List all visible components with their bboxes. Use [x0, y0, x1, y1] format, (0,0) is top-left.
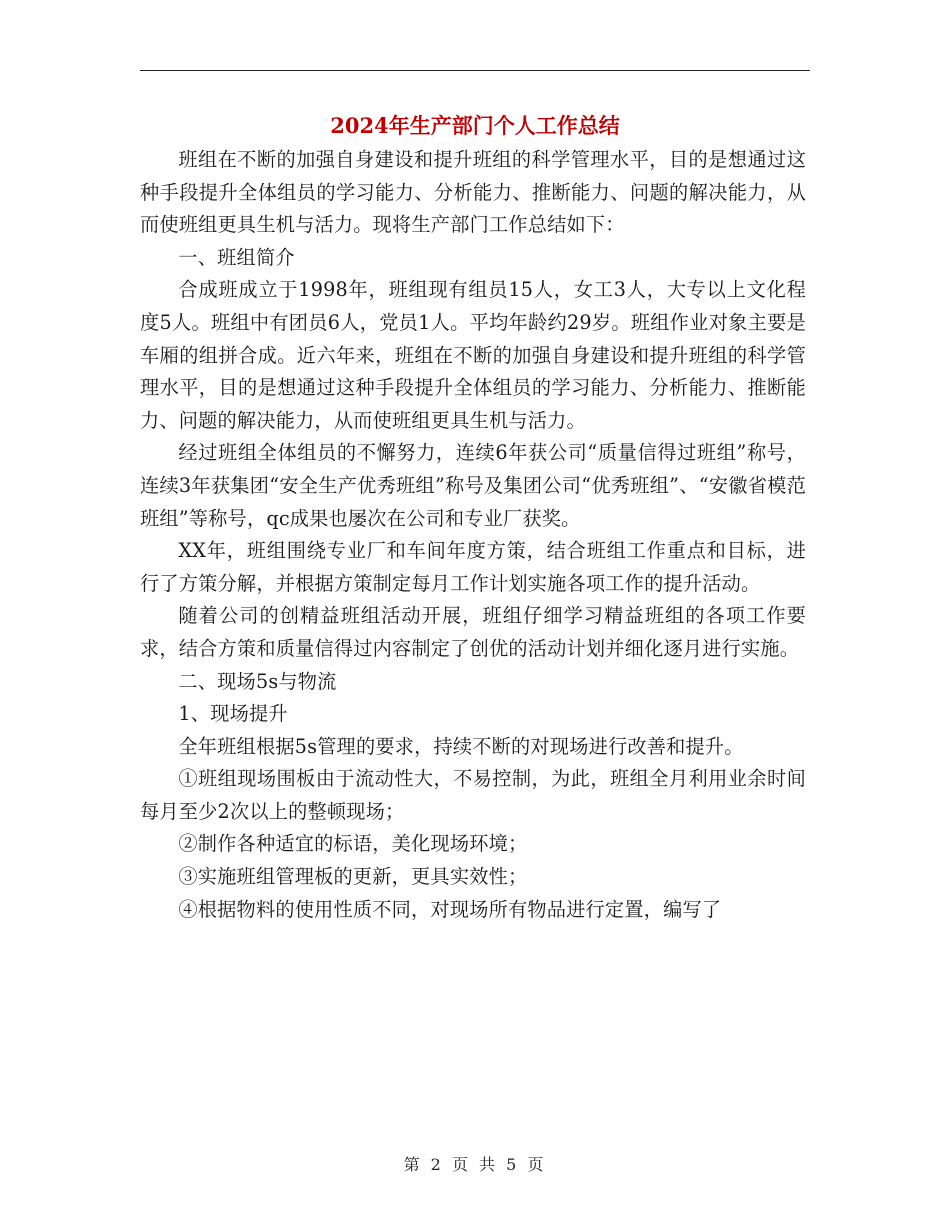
list-item-2: ②制作各种适宜的标语，美化现场环境；: [178, 832, 528, 856]
header-rule: [140, 70, 810, 71]
paragraph-intro: 班组在不断的加强自身建设和提升班组的科学管理水平，目的是想通过这种手段提升全体组员的学习能力、分析能力、推断能力、问题的解决能力，从而使班组更具生机与活力。现将生产部门工作总结如下：: [140, 148, 806, 237]
paragraph-honors: 经过班组全体组员的不懈努力，连续6年获公司“质量信得过班组”称号，连续3年获集团“安全生产优秀班组”称号及集团公司“优秀班组”、“安徽省模范班组”等称号，qc成果也屡次在公司和专业厂获奖。: [140, 441, 806, 530]
section-heading-team-intro: 一、班组简介: [178, 245, 295, 269]
section-heading-5s: 二、现场5s与物流: [178, 669, 337, 693]
page-number-footer: 第 2 页 共 5 页: [403, 1155, 547, 1174]
paragraph-lean-activity: 随着公司的创精益班组活动开展，班组仔细学习精益班组的各项工作要求，结合方策和质量信得过内容制定了创优的活动计划并细化逐月进行实施。: [140, 604, 806, 660]
document-title: 2024年生产部门个人工作总结: [330, 113, 620, 138]
paragraph-annual-plan: XX年，班组围绕专业厂和车间年度方策，结合班组工作重点和目标，进行了方策分解，并根据方策制定每月工作计划实施各项工作的提升活动。: [140, 539, 806, 595]
paragraph-team-profile: 合成班成立于1998年，班组现有组员15人，女工3人，大专以上文化程度5人。班组中有团员6人，党员1人。平均年龄约29岁。班组作业对象主要是车厢的组拼合成。近六年来，班组在不断的加强自身建设和提升班组的科学管理水平，目的是想通过这种手段提升全体组员的学习能力、分析能力、推断能力、问题的解决能力，从而使班组更具生机与活力。: [140, 278, 806, 432]
paragraph-5s-overview: 全年班组根据5s管理的要求，持续不断的对现场进行改善和提升。: [178, 734, 744, 758]
document-body: [140, 144, 806, 926]
list-item-4: ④根据物料的使用性质不同，对现场所有物品进行定置，编写了: [178, 897, 722, 921]
list-item-1: ①班组现场围板由于流动性大，不易控制，为此，班组全月利用业余时间每月至少2次以上的整顿现场；: [140, 767, 806, 823]
subheading-site-improvement: 1、现场提升: [178, 702, 288, 726]
list-item-3: ③实施班组管理板的更新，更具实效性；: [178, 865, 528, 889]
